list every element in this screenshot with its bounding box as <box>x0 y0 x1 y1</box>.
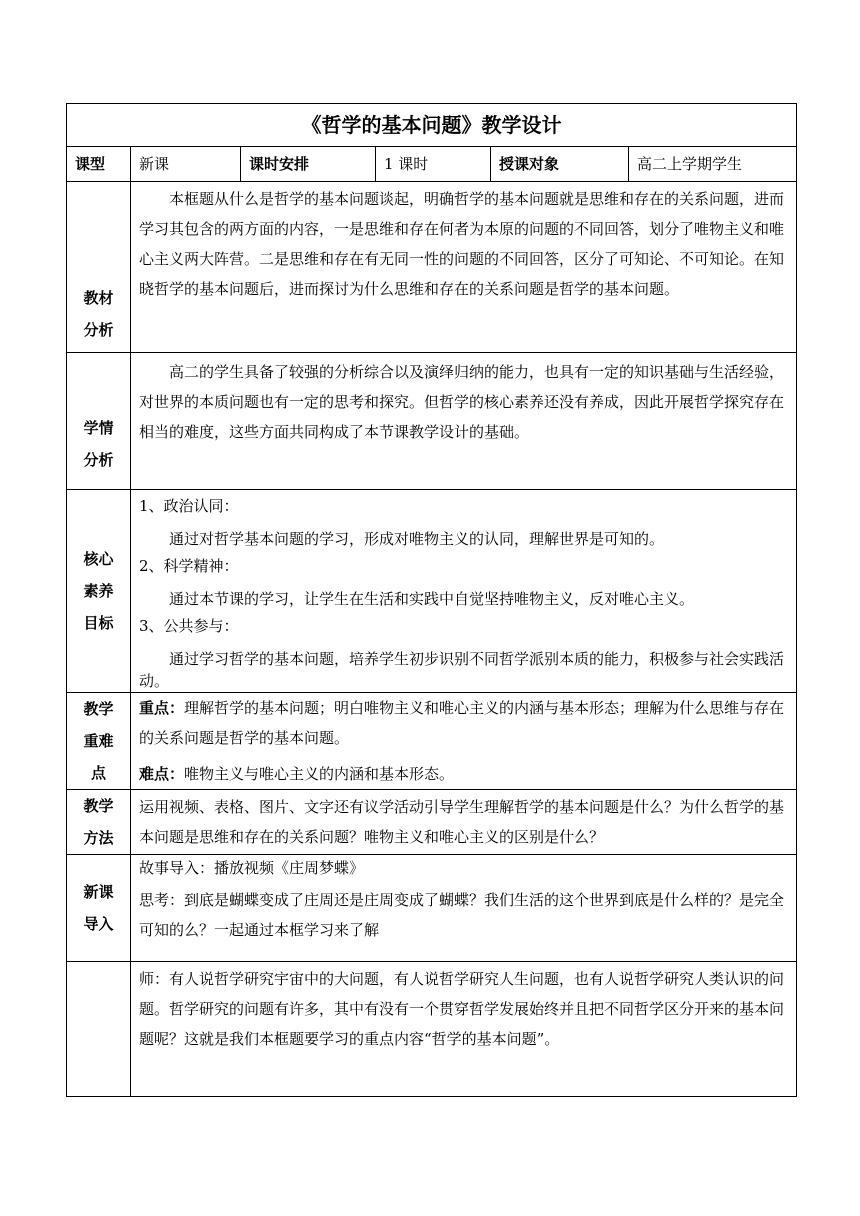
title-row <box>67 104 797 147</box>
hours-value: 1 课时 <box>376 147 491 182</box>
label-line: 分析 <box>83 451 114 469</box>
hours-label: 课时安排 <box>241 147 376 182</box>
label-line: 新课 <box>83 883 114 901</box>
key-point-label: 重点： <box>139 699 185 717</box>
textbook-analysis-label <box>67 182 131 353</box>
goal-text: 通过学习哲学的基本问题，培养学生初步识别不同哲学派别本质的能力，积极参与社会实践活动。 <box>139 650 785 690</box>
teacher-label <box>67 962 131 1097</box>
label-line: 重难 <box>83 732 114 750</box>
hard-point <box>139 759 790 789</box>
intro-text <box>131 855 797 962</box>
label-line: 导入 <box>83 915 114 933</box>
lesson-type-label: 课型 <box>67 147 131 182</box>
goal-heading: 1、政治认同： <box>139 497 239 515</box>
lesson-type-value: 新课 <box>131 147 241 182</box>
hard-point-label: 难点： <box>139 765 185 783</box>
label-line: 教材 <box>83 289 114 307</box>
label-line: 素养 <box>83 582 114 600</box>
student-analysis-row <box>67 353 797 490</box>
methods-label <box>67 790 131 855</box>
audience-label: 授课对象 <box>491 147 629 182</box>
intro-line: 故事导入：播放视频《庄周梦蝶》 <box>139 859 365 877</box>
paragraph: 师：有人说哲学研究宇宙中的大问题，有人说哲学研究人生问题，也有人说哲学研究人类认识的问题。哲学研究的问题有许多，其中有没有一个贯穿哲学发展始终并且把不同哲学区分开来的基本问题呢？这就是我们本框题要学习的重点内容“哲学的基本问题”。 <box>139 970 785 1048</box>
teacher-row <box>67 962 797 1097</box>
goals-text <box>131 490 797 693</box>
student-analysis-label <box>67 353 131 490</box>
intro-row <box>67 855 797 962</box>
label-line: 分析 <box>83 321 114 339</box>
audience-value: 高二上学期学生 <box>629 147 797 182</box>
intro-label <box>67 855 131 962</box>
paragraph: 本框题从什么是哲学的基本问题谈起，明确哲学的基本问题就是思维和存在的关系问题，进而学习其包含的两方面的内容，一是思维和存在何者为本原的问题的不同回答，划分了唯物主义和唯心主义两大阵营。二是思维和存在有无同一性的问题的不同回答，区分了可知论、不可知论。在知晓哲学的基本问题后，进而探讨为什么思维和存在的关系问题是哲学的基本问题。 <box>139 190 785 298</box>
methods-row <box>67 790 797 855</box>
header-row <box>67 147 797 182</box>
label-line: 教学 <box>83 700 114 718</box>
goal-text: 通过对哲学基本问题的学习，形成对唯物主义的认同，理解世界是可知的。 <box>169 530 665 548</box>
label-line: 教学 <box>83 797 114 815</box>
document-title: 《哲学的基本问题》教学设计 <box>67 104 797 147</box>
textbook-analysis-text <box>131 182 797 353</box>
key-point <box>139 693 790 753</box>
paragraph: 运用视频、表格、图片、文字还有议学活动引导学生理解哲学的基本问题是什么？为什么哲学的基本问题是思维和存在的关系问题？唯物主义和唯心主义的区别是什么？ <box>139 798 785 846</box>
hard-point-text: 唯物主义与唯心主义的内涵和基本形态。 <box>184 765 455 783</box>
label-line: 方法 <box>83 829 114 847</box>
label-line: 目标 <box>83 614 114 632</box>
textbook-analysis-row <box>67 182 797 353</box>
keypoints-row <box>67 693 797 790</box>
lesson-plan-table <box>66 103 797 1097</box>
keypoints-label <box>67 693 131 790</box>
goal-text: 通过本节课的学习，让学生在生活和实践中自觉坚持唯物主义，反对唯心主义。 <box>169 590 695 608</box>
paragraph: 高二的学生具备了较强的分析综合以及演绎归纳的能力，也具有一定的知识基础与生活经验，对世界的本质问题也有一定的思考和探究。但哲学的核心素养还没有养成，因此开展哲学探究存在相当的难度，这些方面共同构成了本节课教学设计的基础。 <box>139 363 785 441</box>
goals-label <box>67 490 131 693</box>
methods-text <box>131 790 797 855</box>
label-line: 核心 <box>83 550 114 568</box>
teacher-text <box>131 962 797 1097</box>
key-point-text: 理解哲学的基本问题；明白唯物主义和唯心主义的内涵与基本形态；理解为什么思维与存在的关系问题是哲学的基本问题。 <box>139 699 785 747</box>
label-line: 点 <box>90 764 106 782</box>
intro-line: 思考：到底是蝴蝶变成了庄周还是庄周变成了蝴蝶？我们生活的这个世界到底是什么样的？是完全可知的么？一起通过本框学习来了解 <box>139 891 785 939</box>
keypoints-text <box>131 693 797 790</box>
goals-row <box>67 490 797 693</box>
goal-heading: 2、科学精神： <box>139 557 239 575</box>
goal-heading: 3、公共参与： <box>139 617 239 635</box>
label-line: 学情 <box>83 419 114 437</box>
student-analysis-text <box>131 353 797 490</box>
